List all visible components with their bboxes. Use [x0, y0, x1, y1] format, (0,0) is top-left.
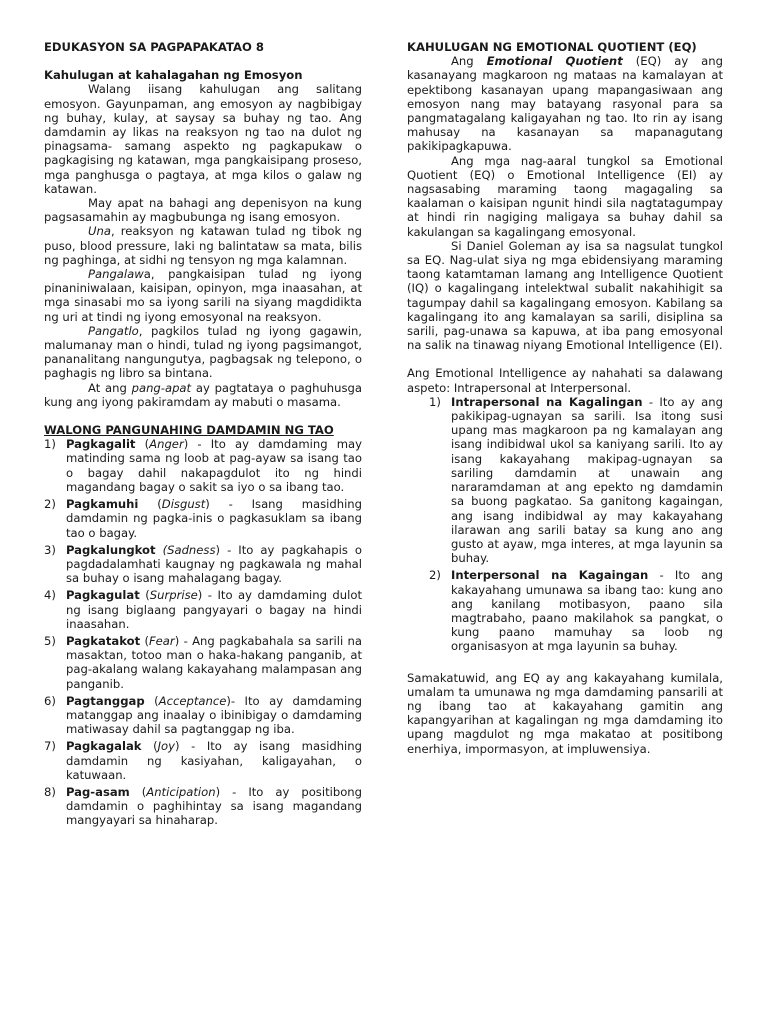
- list-item: 5) Pagkatakot (Fear) - Ang pagkabahala sa sarili na masaktan, totoo man o haka-hakang panganib, at pag-akalang walang kakayahang malampasan ang panganib.: [44, 633, 362, 691]
- paragraph: Pangalawa, pangkaisipan tulad ng iyong pinaniniwalaan, kaisipan, opinyon, mga inaasahan, at mga sinasabi mo sa iyong sarili na siyang magdidikta ng uri at tindi ng iyong emosyonal na reaksyon.: [44, 267, 362, 324]
- italic-lead: Una: [88, 224, 111, 239]
- italic-lead: Pangatlo: [88, 323, 139, 338]
- list-item: 7) Pagkagalak (Joy) - Ito ay isang masidhing damdamin ng kasiyahan, kaligayahan, o katuwaan.: [44, 739, 362, 782]
- list-item: 8) Pag-asam (Anticipation) - Ito ay positibong damdamin o paghihintay sa isang magandang mangyayari sa hinaharap.: [44, 784, 362, 828]
- emphasized-term: Emotional Quotient: [486, 54, 623, 69]
- italic-lead: Pangalaw: [88, 267, 144, 282]
- paragraph: Walang iisang kahulugan ang salitang emosyon. Gayunpaman, ang emosyon ay nagbibigay ng buhay, kulay, at saysay sa buhay ng tao. Ang damdamin ay likas na reaksyon ng tao na dulot ng pinagsama- samang aspekto ng pagkapukaw o pagkagising ng katawan, mga pangkaisipang proseso, mga panghusga o pagtaya, at mga kilos o galaw ng katawan.: [44, 82, 362, 196]
- list-item: 4) Pagkagulat (Surprise) - Ito ay damdaming dulot ng isang biglaang pangyayari o bagay na hindi inaasahan.: [44, 588, 362, 631]
- list-item: 1) Intrapersonal na Kagalingan - Ito ay ang pakikipag-ugnayan sa sarili. Isa itong susi upang mas magkaroon pa ng kamalayan ang isang indibidwal ukol sa kaniyang sarili. Ito ay isang kakayahang makipag-ugnayan sa sariling damdamin at unawain ang nararamdaman at ang epekto ng damdamin sa buong pagkatao. Sa ganitong kagaingan, ang isang indibidwal ay may kakayahang ilarawan ang sarili batay sa kung ano ang gusto at ayaw, mga interes, at mga layunin sa buhay.: [429, 394, 723, 566]
- list-item: 6) Pagtanggap (Acceptance)- Ito ay damdaming matanggap ang inaalay o ibinibigay o damdaming matiwasay dahil sa pagtanggap ng iba.: [44, 693, 362, 737]
- list-item: 2) Interpersonal na Kagaingan - Ito ang kakayahang umunawa sa ibang tao: kung ano ang kanilang motibasyon, paano sila magtrabaho, paano makilahok sa pangkat, o kung paano mamuhay sa loob ng organisasyon at mga layunin sa buhay.: [429, 568, 723, 654]
- list-item: 1) Pagkagalit (Anger) - Ito ay damdaming may matinding sama ng loob at pag-ayaw sa isang tao o bagay dahil nakapagdulot ito ng hindi magandang bagay o sakit sa iyo o sa ibang tao.: [44, 437, 362, 494]
- section-title-eq: KAHULUGAN NG EMOTIONAL QUOTIENT (EQ): [407, 40, 697, 54]
- document-title: EDUKASYON SA PAGPAPAKATAO 8: [44, 40, 264, 54]
- section-title-emosyon: Kahulugan at kahalagahan ng Emosyon: [44, 68, 303, 83]
- aspect-list: [407, 395, 723, 654]
- left-column: [44, 40, 362, 831]
- paragraph: May apat na bahagi ang depenisyon na kung pagsasamahin ay magbubunga ng isang emosyon.: [44, 196, 362, 225]
- paragraph: Ang Emotional Intelligence ay nahahati sa dalawang aspeto: Intrapersonal at Interpersonal.: [407, 366, 723, 395]
- italic-lead: pang-apat: [131, 380, 192, 395]
- right-column: [407, 40, 723, 756]
- paragraph: Samakatuwid, ang EQ ay ang kakayahang kumilala, umalam ta umunawa ng mga damdaming pansarili at ng ibang tao at kakayahang gamitin ang kapangyarihan at kagalingan ng mga damdaming ito upang magdulot ng mga makatao at positibong enerhiya, impormasyon, at impluwensiya.: [407, 670, 723, 756]
- list-item: 3) Pagkalungkot (Sadness) - Ito ay pagkahapis o pagdadalamhati kaugnay ng pagkawala ng mahal sa buhay o isang mahalagang bagay.: [44, 542, 363, 586]
- paragraph: At ang pang-apat ay pagtataya o paghuhusga kung ang iyong pakiramdam ay mabuti o masama.: [44, 380, 362, 409]
- section-title-damdamin: WALONG PANGUNAHING DAMDAMIN NG TAO: [44, 423, 334, 438]
- paragraph: Si Daniel Goleman ay isa sa nagsulat tungkol sa EQ. Nag-ulat siya ng mga ebidensiyang maraming taong katamtaman lamang ang Intelligence Quotient (IQ) o kagalingang intelektwal subalit nakahihigit sa tagumpay dahil sa kagalingang emosyon. Kabilang sa kagalingang ito ang kamalayan sa sarili, disiplina sa sarili, pag-unawa sa kapuwa, at iba pang emosyonal na salik na tinawag niyang Emotional Intelligence (EI).: [407, 238, 723, 353]
- paragraph: Pangatlo, pagkilos tulad ng iyong gagawin, malumanay man o hindi, tulad ng iyong pagsimangot, pananalitang nangungutya, pagbagsak ng telepono, o paghagis ng libro sa bintana.: [44, 323, 362, 381]
- list-item: 2) Pagkamuhi (Disgust) - Isang masidhing damdamin ng pagka-inis o pagkasuklam sa ibang tao o bagay.: [44, 497, 362, 540]
- paragraph: Ang Emotional Quotient (EQ) ay ang kasanayang magkaroon ng mataas na kamalayan at epektibong kasanayan upang mapangasiwaan ang emosyon nang may batayang rasyonal para sa pangmatagalang kaligayahan ng tao. Ito rin ay isang mahusay na kasanayan sa mapanagutang pakikipagkapuwa.: [407, 54, 723, 154]
- emotion-list: [44, 437, 362, 827]
- paragraph: Una, reaksyon ng katawan tulad ng tibok ng puso, blood pressure, laki ng balintataw sa mata, bilis ng paghinga, at sidhi ng tensyon ng mga kalamnan.: [44, 224, 362, 267]
- paragraph: Ang mga nag-aaral tungkol sa Emotional Quotient (EQ) o Emotional Intelligence (EI) ay nagsasabing maraming taong magagaling sa kaalaman o kaisipan ngunit hindi sila nagtatagumpay at hindi rin nagiging maligaya sa buhay dahil sa kakulangan sa kagalingang emosyonal.: [407, 153, 723, 239]
